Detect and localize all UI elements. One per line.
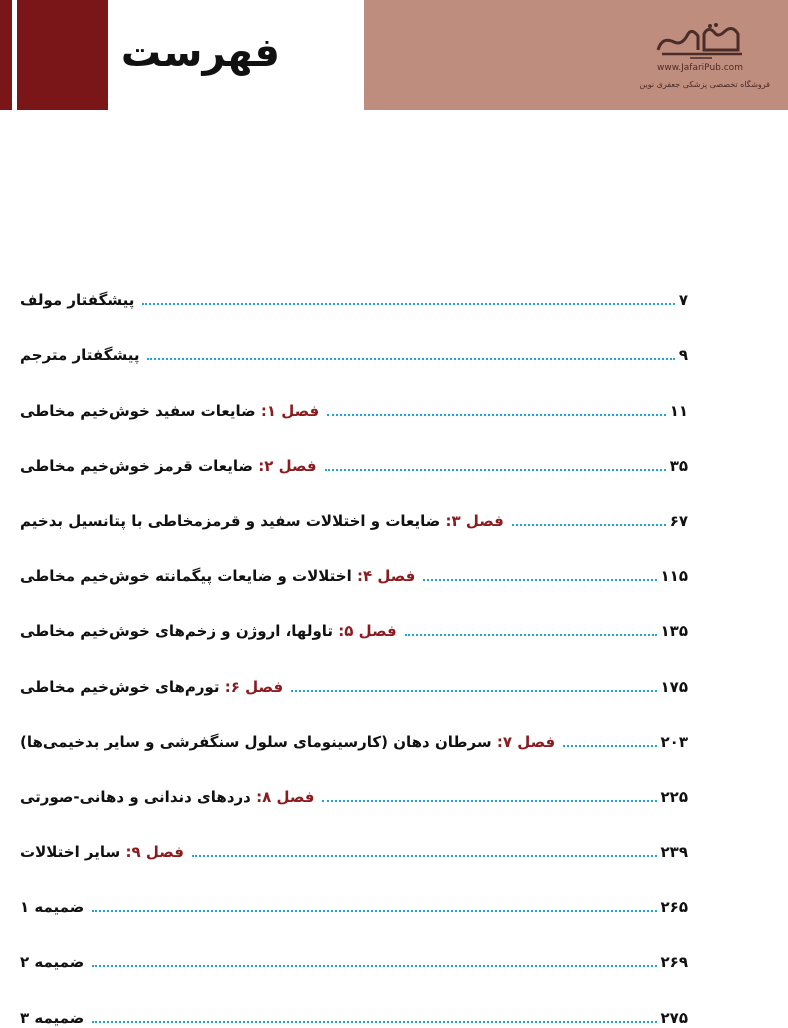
toc-chapter-label: فصل ۴: — [356, 567, 416, 586]
toc-page-number: ۲۶۹ — [660, 953, 688, 972]
dot-leader — [92, 964, 656, 967]
toc-chapter-label: فصل ۵: — [338, 622, 397, 641]
toc-page-number: ۱۷۵ — [660, 677, 688, 696]
toc-title: پیشگفتار مولف — [20, 291, 135, 310]
toc-list — [20, 255, 688, 1028]
toc-entry-chapter-5[interactable] — [20, 586, 688, 641]
toc-entry-text — [20, 952, 84, 972]
toc-chapter-label: فصل ۲: — [258, 456, 317, 475]
page-title: فهرست — [120, 30, 280, 76]
toc-entry-text — [20, 566, 415, 586]
toc-entry-text — [20, 732, 555, 752]
toc-chapter-label: فصل ۷: — [496, 732, 556, 751]
toc-entry-text — [20, 677, 283, 697]
dot-leader — [327, 413, 666, 416]
dot-leader — [322, 799, 656, 802]
toc-entry-chapter-9[interactable] — [20, 807, 688, 862]
toc-entry-text — [20, 345, 139, 365]
toc-page-number: ۲۲۵ — [660, 787, 688, 806]
dot-leader — [192, 854, 657, 857]
toc-title: تورم‌های خوش‌خیم مخاطی — [20, 677, 220, 696]
toc-page-number: ۳۵ — [669, 456, 688, 475]
toc-title: ضمیمه ۱ — [20, 898, 85, 917]
toc-entry-appendix-3[interactable] — [20, 972, 688, 1027]
toc-entry-text — [20, 456, 317, 476]
toc-page-number: ۷ — [678, 291, 688, 310]
toc-title: ضمیمه ۲ — [20, 953, 85, 972]
toc-entry-author-preface[interactable] — [20, 255, 688, 310]
toc-entry-chapter-2[interactable] — [20, 421, 688, 476]
dot-leader — [92, 909, 656, 912]
toc-chapter-label: فصل ۱: — [260, 401, 320, 420]
toc-title: ضایعات سفید خوش‌خیم مخاطی — [20, 401, 256, 420]
toc-entry-appendix-1[interactable] — [20, 862, 688, 917]
toc-chapter-label: فصل ۸: — [256, 787, 315, 806]
toc-chapter-label: فصل ۶: — [224, 677, 284, 696]
toc-entry-text — [20, 842, 184, 862]
toc-entry-chapter-3[interactable] — [20, 476, 688, 531]
toc-title: دردهای دندانی و دهانی-صورتی — [20, 787, 251, 806]
toc-entry-text — [20, 290, 134, 310]
toc-entry-chapter-1[interactable] — [20, 365, 688, 420]
toc-page-number: ۲۷۵ — [660, 1008, 688, 1027]
toc-entry-text — [20, 511, 504, 531]
toc-page-number: ۱۱ — [669, 401, 688, 420]
toc-title: تاولها، اروژن و زخم‌های خوش‌خیم مخاطی — [20, 622, 334, 641]
dot-leader — [563, 744, 656, 747]
dot-leader — [325, 468, 666, 471]
toc-entry-text — [20, 1008, 84, 1028]
toc-page-number: ۲۰۳ — [660, 732, 688, 751]
toc-entry-text — [20, 897, 84, 917]
toc-title: ضمیمه ۳ — [20, 1008, 85, 1027]
dot-leader — [405, 633, 657, 636]
toc-entry-chapter-8[interactable] — [20, 752, 688, 807]
toc-page-number: ۱۳۵ — [660, 622, 688, 641]
brand-url: www.JafariPub.com — [657, 63, 743, 73]
dot-leader — [92, 1020, 656, 1023]
dot-leader — [142, 302, 675, 305]
toc-title: اختلالات و ضایعات پیگمانته خوش‌خیم مخاطی — [20, 567, 352, 586]
toc-page-number: ۱۱۵ — [660, 567, 688, 586]
toc-page-number: ۶۷ — [669, 511, 688, 530]
dot-leader — [512, 523, 666, 526]
dot-leader — [423, 578, 656, 581]
dot-leader — [147, 357, 674, 360]
publisher-logo-icon — [652, 20, 752, 62]
toc-page-number: ۲۶۵ — [660, 898, 688, 917]
toc-entry-text — [20, 787, 314, 807]
toc-page-number: ۲۳۹ — [660, 843, 688, 862]
brand-tagline: فروشگاه تخصصی پزشکی جعفری نوین — [639, 80, 770, 89]
toc-title: پیشگفتار مترجم — [20, 346, 140, 365]
toc-entry-text — [20, 621, 397, 641]
toc-chapter-label: فصل ۳: — [445, 511, 504, 530]
toc-page-number: ۹ — [678, 346, 688, 365]
toc-chapter-label: فصل ۹: — [125, 843, 184, 862]
toc-title: ضایعات قرمز خوش‌خیم مخاطی — [20, 456, 254, 475]
toc-entry-text — [20, 401, 319, 421]
toc-entry-translator-preface[interactable] — [20, 310, 688, 365]
toc-entry-appendix-2[interactable] — [20, 917, 688, 972]
toc-title: سایر اختلالات — [20, 843, 121, 862]
toc-title: سرطان دهان (کارسینومای سلول سنگفرشی و سایر بدخیمی‌ها) — [20, 732, 492, 751]
dot-leader — [291, 689, 656, 692]
toc-entry-chapter-6[interactable] — [20, 641, 688, 696]
toc-entry-chapter-7[interactable] — [20, 697, 688, 752]
decorative-bar-thin — [0, 0, 12, 110]
decorative-bar-thick — [17, 0, 108, 110]
toc-title: ضایعات و اختلالات سفید و قرمزمخاطی با پتانسیل بدخیم — [20, 511, 441, 530]
toc-entry-chapter-4[interactable] — [20, 531, 688, 586]
